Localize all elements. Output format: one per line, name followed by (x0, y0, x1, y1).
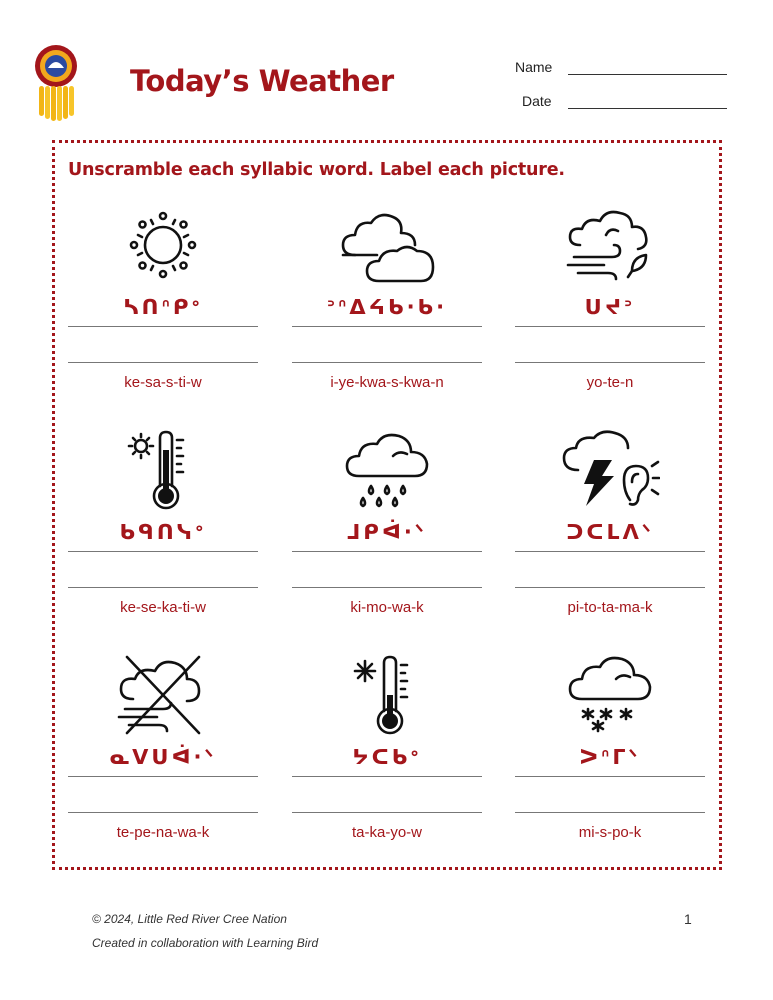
transliteration: ta-ka-yo-w (351, 824, 422, 841)
answer-line-english[interactable] (515, 362, 705, 363)
name-field[interactable] (568, 74, 727, 75)
sun-icon (113, 205, 213, 285)
syllabic-word: ᐣᐢᐃᔦᑲ·ᑲ· (326, 295, 448, 319)
syllabic-word: ᔭᑕᑲᐤ (352, 745, 422, 769)
transliteration: ki-mo-wa-k (350, 599, 424, 616)
weather-item-calm (68, 655, 258, 879)
answer-line-english[interactable] (292, 362, 482, 363)
answer-line-english[interactable] (68, 362, 258, 363)
syllabic-word: ᓇᐯᑌᐋ·ᐠ (109, 745, 217, 769)
weather-item-snow (515, 655, 705, 879)
weather-item-clouds (292, 205, 482, 429)
syllabic-word: ᐳᐢᒥᐠ (579, 745, 641, 769)
syllabic-word: ᒧᑭᐋ·ᐠ (347, 520, 427, 544)
answer-line-syllabics[interactable] (515, 326, 705, 327)
answer-line-syllabics[interactable] (292, 551, 482, 552)
syllabic-word: ᑐᑕᒪᐱᐠ (566, 520, 654, 544)
answer-line-syllabics[interactable] (68, 326, 258, 327)
answer-line-syllabics[interactable] (292, 776, 482, 777)
weather-item-wind (515, 205, 705, 429)
weather-item-rain (292, 430, 482, 654)
rain-cloud-icon (337, 430, 437, 510)
syllabic-word: ᑌᔪᐣ (584, 295, 636, 319)
nation-logo-icon (28, 42, 84, 122)
page-title: Today’s Weather (130, 64, 394, 98)
hot-thermometer-icon (113, 430, 213, 510)
date-label: Date (522, 93, 552, 109)
answer-line-english[interactable] (515, 812, 705, 813)
name-label: Name (515, 59, 553, 75)
cold-thermometer-icon (337, 655, 437, 735)
weather-item-hot (68, 430, 258, 654)
answer-line-syllabics[interactable] (515, 776, 705, 777)
answer-line-english[interactable] (292, 812, 482, 813)
weather-item-cold (292, 655, 482, 879)
answer-line-english[interactable] (515, 587, 705, 588)
collaboration-text: Created in collaboration with Learning Bird (92, 936, 319, 950)
syllabic-word: ᑲᑫᑎᓭᐤ (119, 520, 207, 544)
date-field[interactable] (568, 108, 727, 109)
weather-item-sun (68, 205, 258, 429)
copyright-text: © 2024, Little Red River Cree Nation (92, 912, 287, 926)
weather-item-thunder (515, 430, 705, 654)
answer-line-syllabics[interactable] (292, 326, 482, 327)
page-number: 1 (684, 911, 692, 927)
clouds-icon (337, 205, 437, 285)
answer-line-english[interactable] (292, 587, 482, 588)
transliteration: pi-to-ta-ma-k (567, 599, 653, 616)
calm-no-wind-icon (113, 655, 213, 735)
answer-line-syllabics[interactable] (515, 551, 705, 552)
answer-line-english[interactable] (68, 587, 258, 588)
thunder-icon (560, 430, 660, 510)
syllabic-word: ᓴᑎᐢᑭᐤ (123, 295, 203, 319)
instructions: Unscramble each syllabic word. Label each picture. (68, 160, 565, 180)
snow-cloud-icon (560, 655, 660, 735)
transliteration: ke-sa-s-ti-w (124, 374, 202, 391)
transliteration: yo-te-n (586, 374, 634, 391)
transliteration: ke-se-ka-ti-w (120, 599, 206, 616)
answer-line-syllabics[interactable] (68, 551, 258, 552)
windy-cloud-icon (560, 205, 660, 285)
transliteration: mi-s-po-k (578, 824, 642, 841)
transliteration: te-pe-na-wa-k (116, 824, 210, 841)
transliteration: i-ye-kwa-s-kwa-n (330, 374, 444, 391)
answer-line-syllabics[interactable] (68, 776, 258, 777)
answer-line-english[interactable] (68, 812, 258, 813)
